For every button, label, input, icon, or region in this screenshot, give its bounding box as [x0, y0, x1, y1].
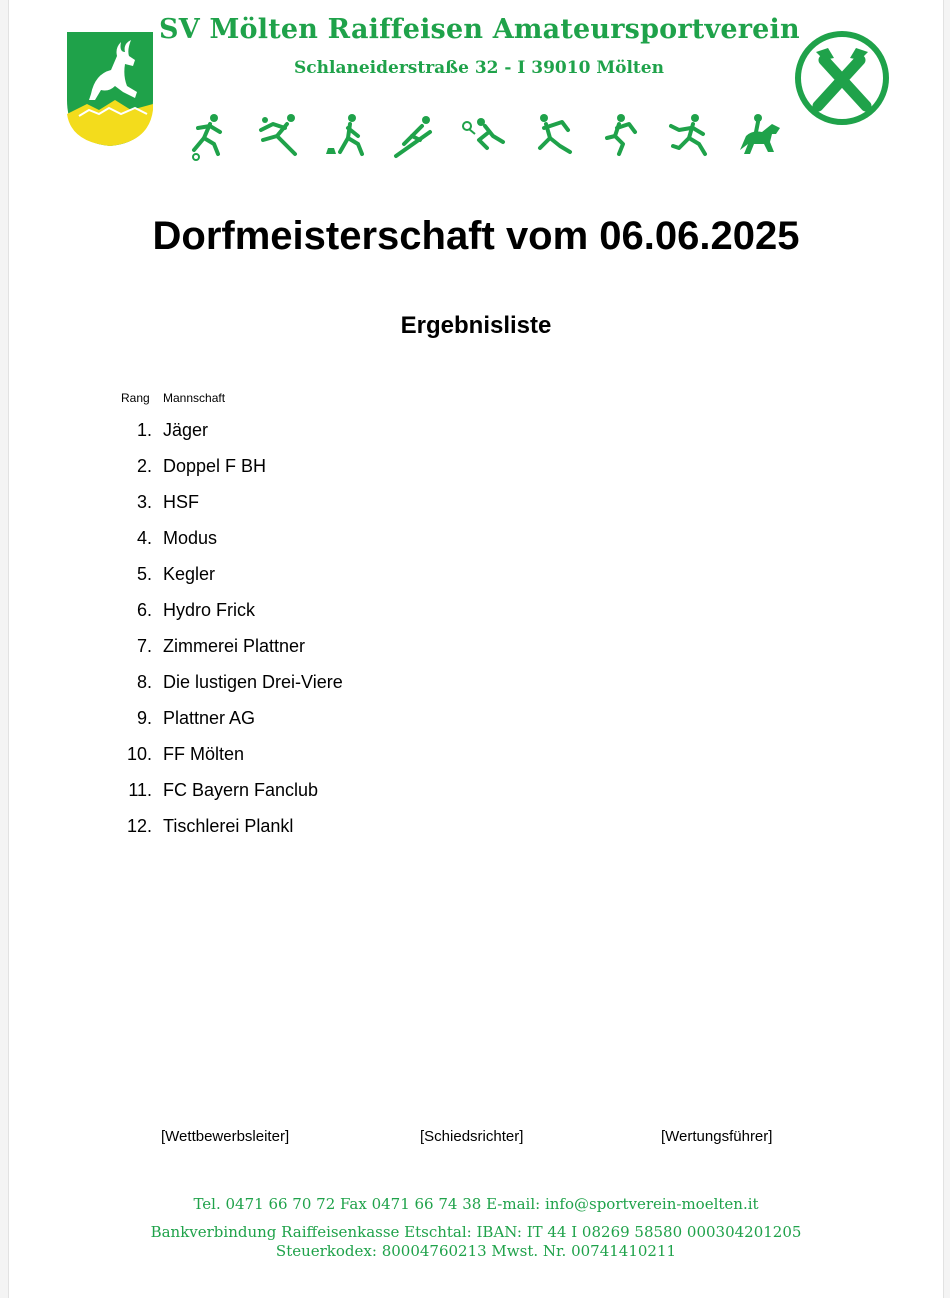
result-team: Doppel F BH — [163, 455, 267, 476]
result-rank: 7. — [136, 635, 152, 656]
horse-riding-icon — [734, 110, 784, 162]
club-name: SV Mölten Raiffeisen Amateursportverein — [159, 14, 800, 45]
result-row — [109, 700, 609, 736]
tobogganing-icon — [459, 110, 509, 162]
document-title: Dorfmeisterschaft vom 06.06.2025 — [152, 214, 800, 258]
result-rank: 1. — [136, 419, 152, 440]
result-team: Tischlerei Plankl — [163, 815, 294, 836]
club-address: Schlaneiderstraße 32 - I 39010 Mölten — [294, 58, 664, 78]
result-team: Modus — [163, 527, 218, 548]
tennis-icon — [528, 110, 578, 162]
document-subtitle: Ergebnisliste — [400, 312, 552, 339]
result-team: HSF — [163, 491, 199, 512]
result-row — [109, 664, 609, 700]
results-column-headers — [121, 391, 225, 405]
sport-icons-row — [184, 106, 784, 166]
volleyball-icon — [253, 110, 303, 162]
team-column-header: Mannschaft — [163, 391, 226, 405]
result-row — [109, 808, 609, 844]
rank-column-header: Rang — [121, 391, 150, 405]
curling-icon — [322, 110, 372, 162]
result-row — [109, 520, 609, 556]
footer-tax: Steuerkodex: 80004760213 Mwst. Nr. 00741410211 — [275, 1242, 677, 1260]
result-team: FC Bayern Fanclub — [163, 779, 319, 800]
result-team: FF Mölten — [163, 743, 245, 764]
result-team: Plattner AG — [163, 707, 256, 728]
signature-referee: [Schiedsrichter] — [420, 1128, 524, 1145]
result-row — [109, 736, 609, 772]
signature-competition-lead: [Wettbewerbsleiter] — [161, 1128, 290, 1145]
soccer-icon — [184, 110, 234, 162]
footer-contact: Tel. 0471 66 70 72 Fax 0471 66 74 38 E-mail: info@sportverein-moelten.it — [193, 1195, 759, 1213]
raiffeisen-crossed-horse-heads-icon — [794, 30, 890, 126]
results-list — [109, 412, 609, 844]
athletics-icon — [665, 110, 715, 162]
result-rank: 5. — [136, 563, 152, 584]
document-page — [8, 0, 944, 1298]
result-row — [109, 412, 609, 448]
mountain-ibex-crest-icon — [65, 30, 155, 148]
result-rank: 6. — [136, 599, 152, 620]
result-rank: 3. — [136, 491, 152, 512]
result-team: Die lustigen Drei-Viere — [163, 671, 343, 692]
result-rank: 10. — [126, 743, 152, 764]
result-rank: 9. — [136, 707, 152, 728]
footer-bank: Bankverbindung Raiffeisenkasse Etschtal: IBAN: IT 44 I 08269 58580 000304201205 — [150, 1223, 802, 1241]
result-team: Zimmerei Plattner — [163, 635, 306, 656]
skiing-icon — [390, 110, 440, 162]
result-row — [109, 484, 609, 520]
result-team: Kegler — [163, 563, 216, 584]
result-rank: 4. — [136, 527, 152, 548]
result-team: Jäger — [163, 419, 209, 440]
result-row — [109, 448, 609, 484]
result-rank: 11. — [128, 779, 152, 800]
ski-jumping-icon — [597, 110, 647, 162]
result-rank: 12. — [126, 815, 152, 836]
signature-scorekeeper: [Wertungsführer] — [661, 1128, 773, 1145]
result-row — [109, 556, 609, 592]
result-rank: 2. — [136, 455, 152, 476]
result-team: Hydro Frick — [163, 599, 256, 620]
result-row — [109, 772, 609, 808]
result-row — [109, 628, 609, 664]
result-rank: 8. — [136, 671, 152, 692]
result-row — [109, 592, 609, 628]
